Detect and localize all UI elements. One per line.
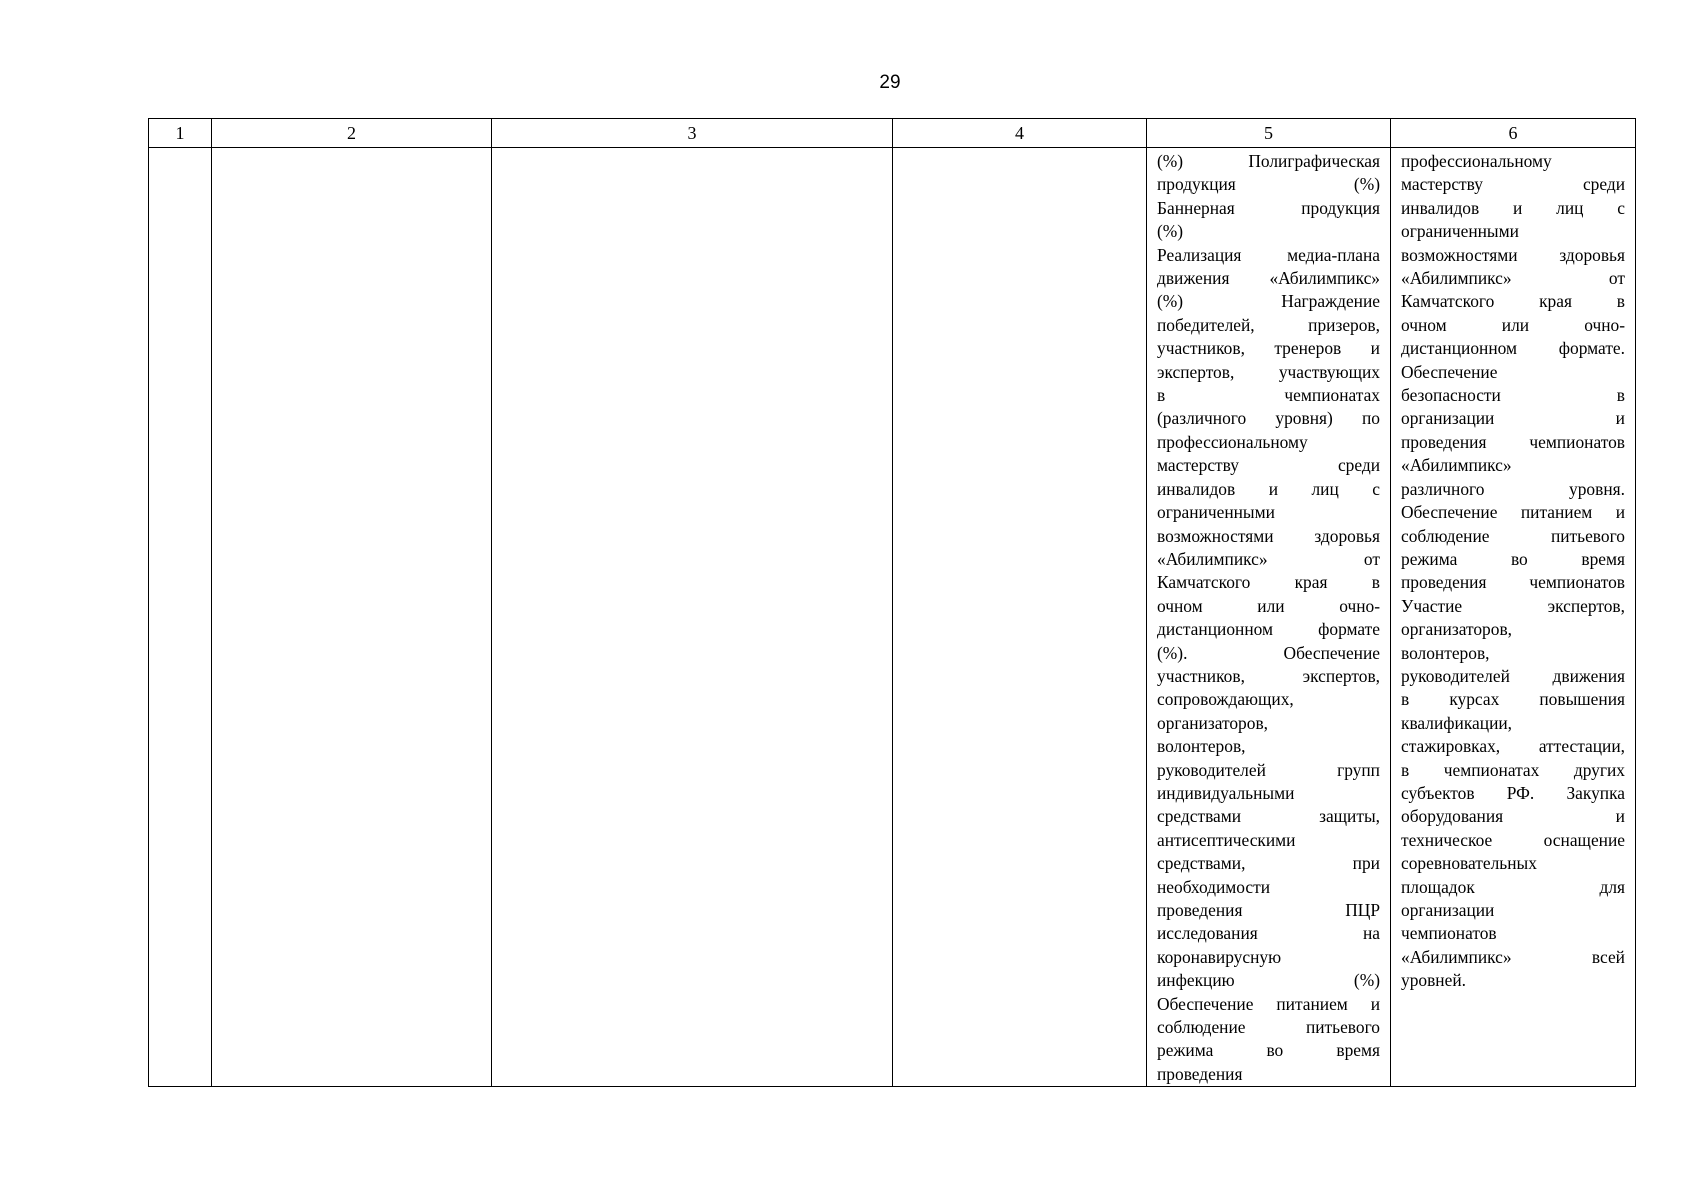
- text-line: режима во время: [1157, 1040, 1380, 1061]
- text-line: в чемпионатах других: [1401, 759, 1625, 780]
- text-line: профессиональному: [1401, 151, 1552, 171]
- cell-col-6-text: [1391, 148, 1635, 993]
- text-line: инвалидов и лиц с: [1401, 197, 1625, 218]
- text-line: соблюдение питьевого: [1157, 1017, 1380, 1038]
- text-line: площадок для: [1401, 876, 1625, 897]
- column-header-3: 3: [492, 119, 893, 148]
- cell-col-6: [1391, 148, 1636, 1087]
- text-line: «Абилимпикс» от: [1401, 268, 1625, 289]
- text-line: сопровождающих,: [1157, 689, 1294, 710]
- cell-col-4: [893, 148, 1147, 1087]
- column-header-1: 1: [149, 119, 212, 148]
- text-line: средствами защиты,: [1157, 806, 1380, 827]
- text-line: проведения чемпионатов: [1401, 572, 1625, 593]
- text-line: необходимости: [1157, 876, 1271, 897]
- text-line: (различного уровня) по: [1157, 408, 1380, 429]
- text-line: очном или очно-: [1401, 314, 1625, 335]
- table-header-row: [149, 119, 1636, 148]
- text-line: движения «Абилимпикс»: [1157, 268, 1380, 289]
- text-line: в курсах повышения: [1401, 689, 1625, 710]
- cell-col-2: [212, 148, 492, 1087]
- text-line: коронавирусную: [1157, 946, 1282, 967]
- text-line: возможностями здоровья: [1401, 244, 1625, 265]
- text-line: «Абилимпикс» от: [1157, 548, 1380, 569]
- column-header-6: 6: [1391, 119, 1636, 148]
- text-line: организаторов,: [1157, 712, 1269, 733]
- text-line: продукция (%): [1157, 174, 1380, 195]
- text-line: победителей, призеров,: [1157, 314, 1380, 335]
- text-line: режима во время: [1401, 548, 1625, 569]
- text-line: ограниченными: [1401, 221, 1519, 242]
- text-line: Обеспечение: [1401, 361, 1498, 382]
- text-line: проведения: [1157, 1063, 1243, 1084]
- text-line: средствами, при: [1157, 853, 1380, 874]
- text-line: организаторов,: [1401, 619, 1513, 640]
- text-line: ограниченными: [1157, 502, 1275, 523]
- text-line: Реализация медиа-плана: [1157, 244, 1380, 265]
- text-line: Обеспечение питанием и: [1401, 502, 1625, 523]
- text-line: субъектов РФ. Закупка: [1401, 782, 1625, 803]
- text-line: чемпионатов: [1401, 923, 1497, 944]
- text-line: различного уровня.: [1401, 478, 1625, 499]
- text-line: соблюдение питьевого: [1401, 525, 1625, 546]
- text-line: возможностями здоровья: [1157, 525, 1380, 546]
- text-line: Участие экспертов,: [1401, 595, 1625, 616]
- text-line: участников, экспертов,: [1157, 665, 1380, 686]
- text-line: дистанционном формате: [1157, 619, 1380, 640]
- text-line: (%). Обеспечение: [1157, 642, 1380, 663]
- text-line: оборудования и: [1401, 806, 1625, 827]
- text-line: техническое оснащение: [1401, 829, 1625, 850]
- text-line: (%): [1157, 221, 1184, 242]
- text-line: Камчатского края в: [1157, 572, 1380, 593]
- text-line: мастерству среди: [1401, 174, 1625, 195]
- text-line: антисептическими: [1157, 829, 1296, 850]
- column-header-4: 4: [893, 119, 1147, 148]
- text-line: волонтеров,: [1157, 736, 1246, 757]
- cell-col-3: [492, 148, 893, 1087]
- text-line: руководителей движения: [1401, 665, 1625, 686]
- text-line: проведения чемпионатов: [1401, 431, 1625, 452]
- text-line: (%) Полиграфическая: [1157, 151, 1380, 171]
- text-line: уровней.: [1401, 970, 1466, 991]
- text-line: инфекцию (%): [1157, 970, 1380, 991]
- text-line: соревновательных: [1401, 853, 1537, 874]
- text-line: (%) Награждение: [1157, 291, 1380, 312]
- table-row: [149, 148, 1636, 1087]
- text-line: дистанционном формате.: [1401, 338, 1625, 359]
- cell-col-1: [149, 148, 212, 1087]
- text-line: исследования на: [1157, 923, 1380, 944]
- text-line: безопасности в: [1401, 385, 1625, 406]
- column-header-5: 5: [1147, 119, 1391, 148]
- text-line: квалификации,: [1401, 712, 1513, 733]
- text-line: индивидуальными: [1157, 782, 1295, 803]
- text-line: «Абилимпикс»: [1401, 455, 1512, 476]
- column-header-2: 2: [212, 119, 492, 148]
- text-line: в чемпионатах: [1157, 385, 1380, 406]
- text-line: Обеспечение питанием и: [1157, 993, 1380, 1014]
- text-line: участников, тренеров и: [1157, 338, 1380, 359]
- cell-col-5-text: [1147, 148, 1390, 1086]
- text-line: организации: [1401, 900, 1495, 920]
- text-line: «Абилимпикс» всей: [1401, 946, 1625, 967]
- text-line: инвалидов и лиц с: [1157, 478, 1380, 499]
- text-line: Камчатского края в: [1401, 291, 1625, 312]
- text-line: мастерству среди: [1157, 455, 1380, 476]
- text-line: проведения ПЦР: [1157, 900, 1380, 920]
- text-line: волонтеров,: [1401, 642, 1490, 663]
- cell-col-5: [1147, 148, 1391, 1087]
- text-line: стажировках, аттестации,: [1401, 736, 1625, 757]
- text-line: очном или очно-: [1157, 595, 1380, 616]
- text-line: профессиональному: [1157, 431, 1308, 452]
- text-line: экспертов, участвующих: [1157, 361, 1380, 382]
- text-line: Баннерная продукция: [1157, 197, 1380, 218]
- text-line: организации и: [1401, 408, 1625, 429]
- text-line: руководителей групп: [1157, 759, 1380, 780]
- document-table: [148, 118, 1636, 1087]
- page-number: 29: [879, 72, 901, 93]
